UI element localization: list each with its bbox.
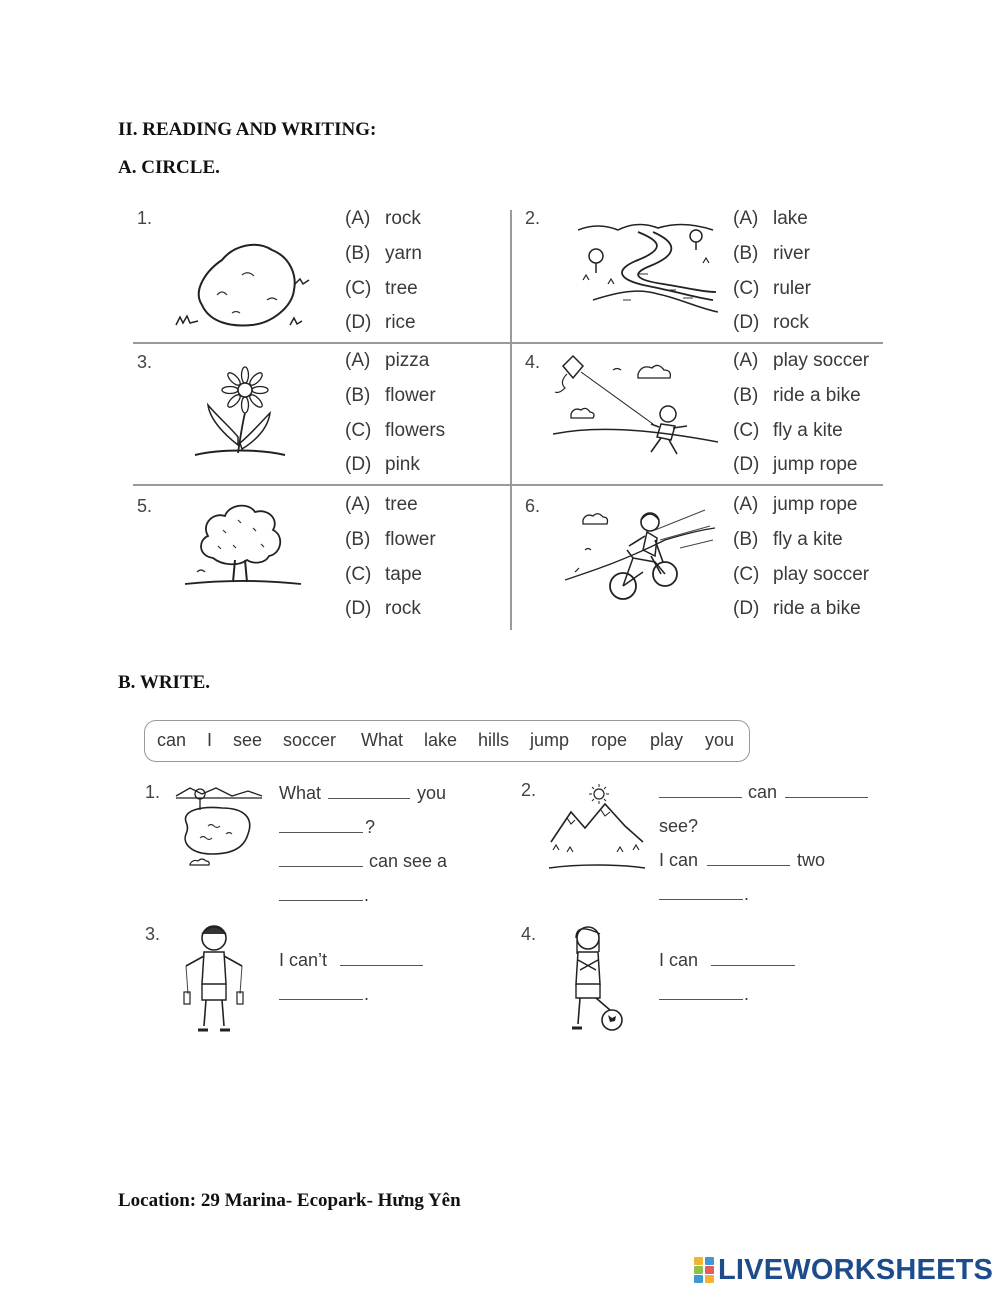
q4-option-c-text: fly a kite — [773, 420, 843, 441]
q3-option-d[interactable] — [345, 454, 420, 476]
word-bank-item: hills — [478, 730, 510, 750]
write-q2-blank-1[interactable] — [659, 797, 742, 798]
q4-option-d-letter: (D) — [733, 454, 760, 475]
q1-option-b[interactable] — [345, 243, 422, 265]
q5-option-d-text: rock — [385, 598, 421, 619]
write-question-1-number: 1. — [145, 782, 161, 802]
q5-option-c-text: tape — [385, 564, 422, 585]
grid-vertical-divider — [510, 210, 512, 630]
question-5-number: 5. — [137, 496, 153, 516]
q5-option-d[interactable] — [345, 598, 421, 620]
word-bank-item: jump — [530, 730, 570, 750]
tree-picture — [183, 500, 303, 592]
write-q4-blank-1[interactable] — [711, 965, 795, 966]
write-q1-blank-2[interactable] — [279, 832, 363, 833]
lake-picture — [172, 782, 264, 874]
write-q4-blank-2[interactable] — [659, 999, 743, 1000]
write-q1-blank-3[interactable] — [279, 866, 363, 867]
liveworksheets-logo-icon — [694, 1257, 714, 1283]
q3-option-c[interactable] — [345, 420, 445, 442]
q1-option-a-text: rock — [385, 208, 421, 229]
q3-option-b-letter: (B) — [345, 385, 371, 406]
q2-option-c-text: ruler — [773, 278, 812, 299]
fly-a-kite-picture — [553, 352, 718, 467]
write-q1-blank-4[interactable] — [279, 900, 363, 901]
q1-option-b-text: yarn — [385, 243, 422, 264]
write-q4-text-2: . — [744, 984, 750, 1004]
word-bank-item: you — [705, 730, 735, 750]
q1-option-d-letter: (D) — [345, 312, 372, 333]
q3-option-c-letter: (C) — [345, 420, 372, 441]
rock-picture — [172, 235, 322, 335]
q2-option-b[interactable] — [733, 243, 810, 265]
q2-option-b-text: river — [773, 243, 810, 264]
grid-horizontal-divider-2 — [133, 484, 883, 486]
write-q1-text-1: What — [279, 783, 322, 803]
write-q4-text-1: I can — [659, 950, 699, 970]
q6-option-a-text: jump rope — [773, 494, 858, 515]
q4-option-b[interactable] — [733, 385, 861, 407]
q4-option-c-letter: (C) — [733, 420, 760, 441]
q3-option-c-text: flowers — [385, 420, 446, 441]
q6-option-d-text: ride a bike — [773, 598, 861, 619]
q3-option-d-text: pink — [385, 454, 420, 475]
write-q3-text-1: I can’t — [279, 950, 328, 970]
girl-soccer-picture — [560, 922, 640, 1040]
q3-option-b[interactable] — [345, 385, 436, 407]
write-question-2-number: 2. — [521, 780, 537, 800]
q4-option-c[interactable] — [733, 420, 843, 442]
q6-option-b-letter: (B) — [733, 529, 759, 550]
word-bank-item: see — [233, 730, 263, 750]
write-q1-text-4: can see a — [369, 851, 448, 871]
q6-option-b[interactable] — [733, 529, 843, 551]
write-q2-text-3: I can — [659, 850, 699, 870]
write-q3-blank-1[interactable] — [340, 965, 423, 966]
q2-option-d[interactable] — [733, 312, 809, 334]
q5-option-c[interactable] — [345, 564, 422, 586]
q5-option-a-text: tree — [385, 494, 418, 515]
q3-option-a-letter: (A) — [345, 350, 371, 371]
section-heading: II. READING AND WRITING: — [118, 119, 377, 140]
grid-horizontal-divider-1 — [133, 342, 883, 344]
word-bank-item: soccer — [283, 730, 337, 750]
q6-option-b-text: fly a kite — [773, 529, 843, 550]
question-3-number: 3. — [137, 352, 153, 372]
q1-option-c-text: tree — [385, 278, 418, 299]
q2-option-d-text: rock — [773, 312, 809, 333]
q2-option-a[interactable] — [733, 208, 808, 230]
boy-jump-rope-picture — [174, 922, 254, 1040]
q3-option-b-text: flower — [385, 385, 436, 406]
q2-option-a-text: lake — [773, 208, 808, 229]
q1-option-d-text: rice — [385, 312, 416, 333]
ride-a-bike-picture — [565, 500, 715, 608]
flower-picture — [190, 365, 290, 460]
write-q2-text-4: two — [797, 850, 826, 870]
q1-option-d[interactable] — [345, 312, 416, 334]
q6-option-a-letter: (A) — [733, 494, 759, 515]
q3-option-d-letter: (D) — [345, 454, 372, 475]
q1-option-c-letter: (C) — [345, 278, 372, 299]
q4-option-a-letter: (A) — [733, 350, 759, 371]
liveworksheets-logo-text: LIVEWORKSHEETS — [718, 1253, 994, 1286]
q5-option-c-letter: (C) — [345, 564, 372, 585]
hills-picture — [547, 780, 647, 872]
q3-option-a[interactable] — [345, 350, 429, 372]
write-question-3-number: 3. — [145, 924, 161, 944]
q6-option-d-letter: (D) — [733, 598, 760, 619]
write-q2-blank-2[interactable] — [785, 797, 868, 798]
q1-option-a-letter: (A) — [345, 208, 371, 229]
word-bank-item: rope — [591, 730, 628, 750]
q4-option-a[interactable] — [733, 350, 869, 372]
q6-option-c-text: play soccer — [773, 564, 870, 585]
q6-option-c-letter: (C) — [733, 564, 760, 585]
word-bank-item: play — [650, 730, 684, 750]
circle-heading: A. CIRCLE. — [118, 157, 220, 178]
q1-option-c[interactable] — [345, 278, 418, 300]
write-q2-blank-4[interactable] — [659, 899, 743, 900]
write-q3-text-2: . — [364, 984, 370, 1004]
q1-option-a[interactable] — [345, 208, 421, 230]
write-heading: B. WRITE. — [118, 672, 211, 693]
q1-option-b-letter: (B) — [345, 243, 371, 264]
word-bank-item: I — [207, 730, 213, 750]
q5-option-b[interactable] — [345, 529, 436, 551]
liveworksheets-logo[interactable] — [694, 1255, 993, 1285]
q4-option-b-text: ride a bike — [773, 385, 861, 406]
write-q2-text-1: can — [748, 782, 778, 802]
q2-option-c-letter: (C) — [733, 278, 760, 299]
write-q1-text-5: . — [364, 885, 370, 905]
write-q3-blank-2[interactable] — [279, 999, 363, 1000]
q4-option-a-text: play soccer — [773, 350, 870, 371]
write-q2-blank-3[interactable] — [707, 865, 790, 866]
question-6-number: 6. — [525, 496, 541, 516]
question-1-number: 1. — [137, 208, 153, 228]
q6-option-a[interactable] — [733, 494, 858, 516]
q2-option-b-letter: (B) — [733, 243, 759, 264]
write-q1-blank-1[interactable] — [328, 798, 410, 799]
word-bank-item: can — [157, 730, 187, 750]
write-q1-text-2: you — [417, 783, 447, 803]
q3-option-a-text: pizza — [385, 350, 430, 371]
write-q2-text-2: see? — [659, 816, 699, 836]
location-text: Location: 29 Marina- Ecopark- Hưng Yên — [118, 1190, 461, 1211]
word-bank-item: What — [361, 730, 404, 750]
question-2-number: 2. — [525, 208, 541, 228]
q5-option-b-text: flower — [385, 529, 436, 550]
q2-option-c[interactable] — [733, 278, 811, 300]
q2-option-a-letter: (A) — [733, 208, 759, 229]
q5-option-d-letter: (D) — [345, 598, 372, 619]
q6-option-c[interactable] — [733, 564, 869, 586]
question-4-number: 4. — [525, 352, 541, 372]
write-q2-text-5: . — [744, 884, 750, 904]
write-question-4-number: 4. — [521, 924, 537, 944]
write-q1-text-3: ? — [365, 817, 376, 837]
q4-option-d[interactable] — [733, 454, 858, 476]
q4-option-d-text: jump rope — [773, 454, 858, 475]
q5-option-b-letter: (B) — [345, 529, 371, 550]
river-picture — [578, 218, 718, 318]
q5-option-a[interactable] — [345, 494, 418, 516]
q2-option-d-letter: (D) — [733, 312, 760, 333]
word-bank-item: lake — [424, 730, 458, 750]
q4-option-b-letter: (B) — [733, 385, 759, 406]
q6-option-d[interactable] — [733, 598, 861, 620]
q5-option-a-letter: (A) — [345, 494, 371, 515]
